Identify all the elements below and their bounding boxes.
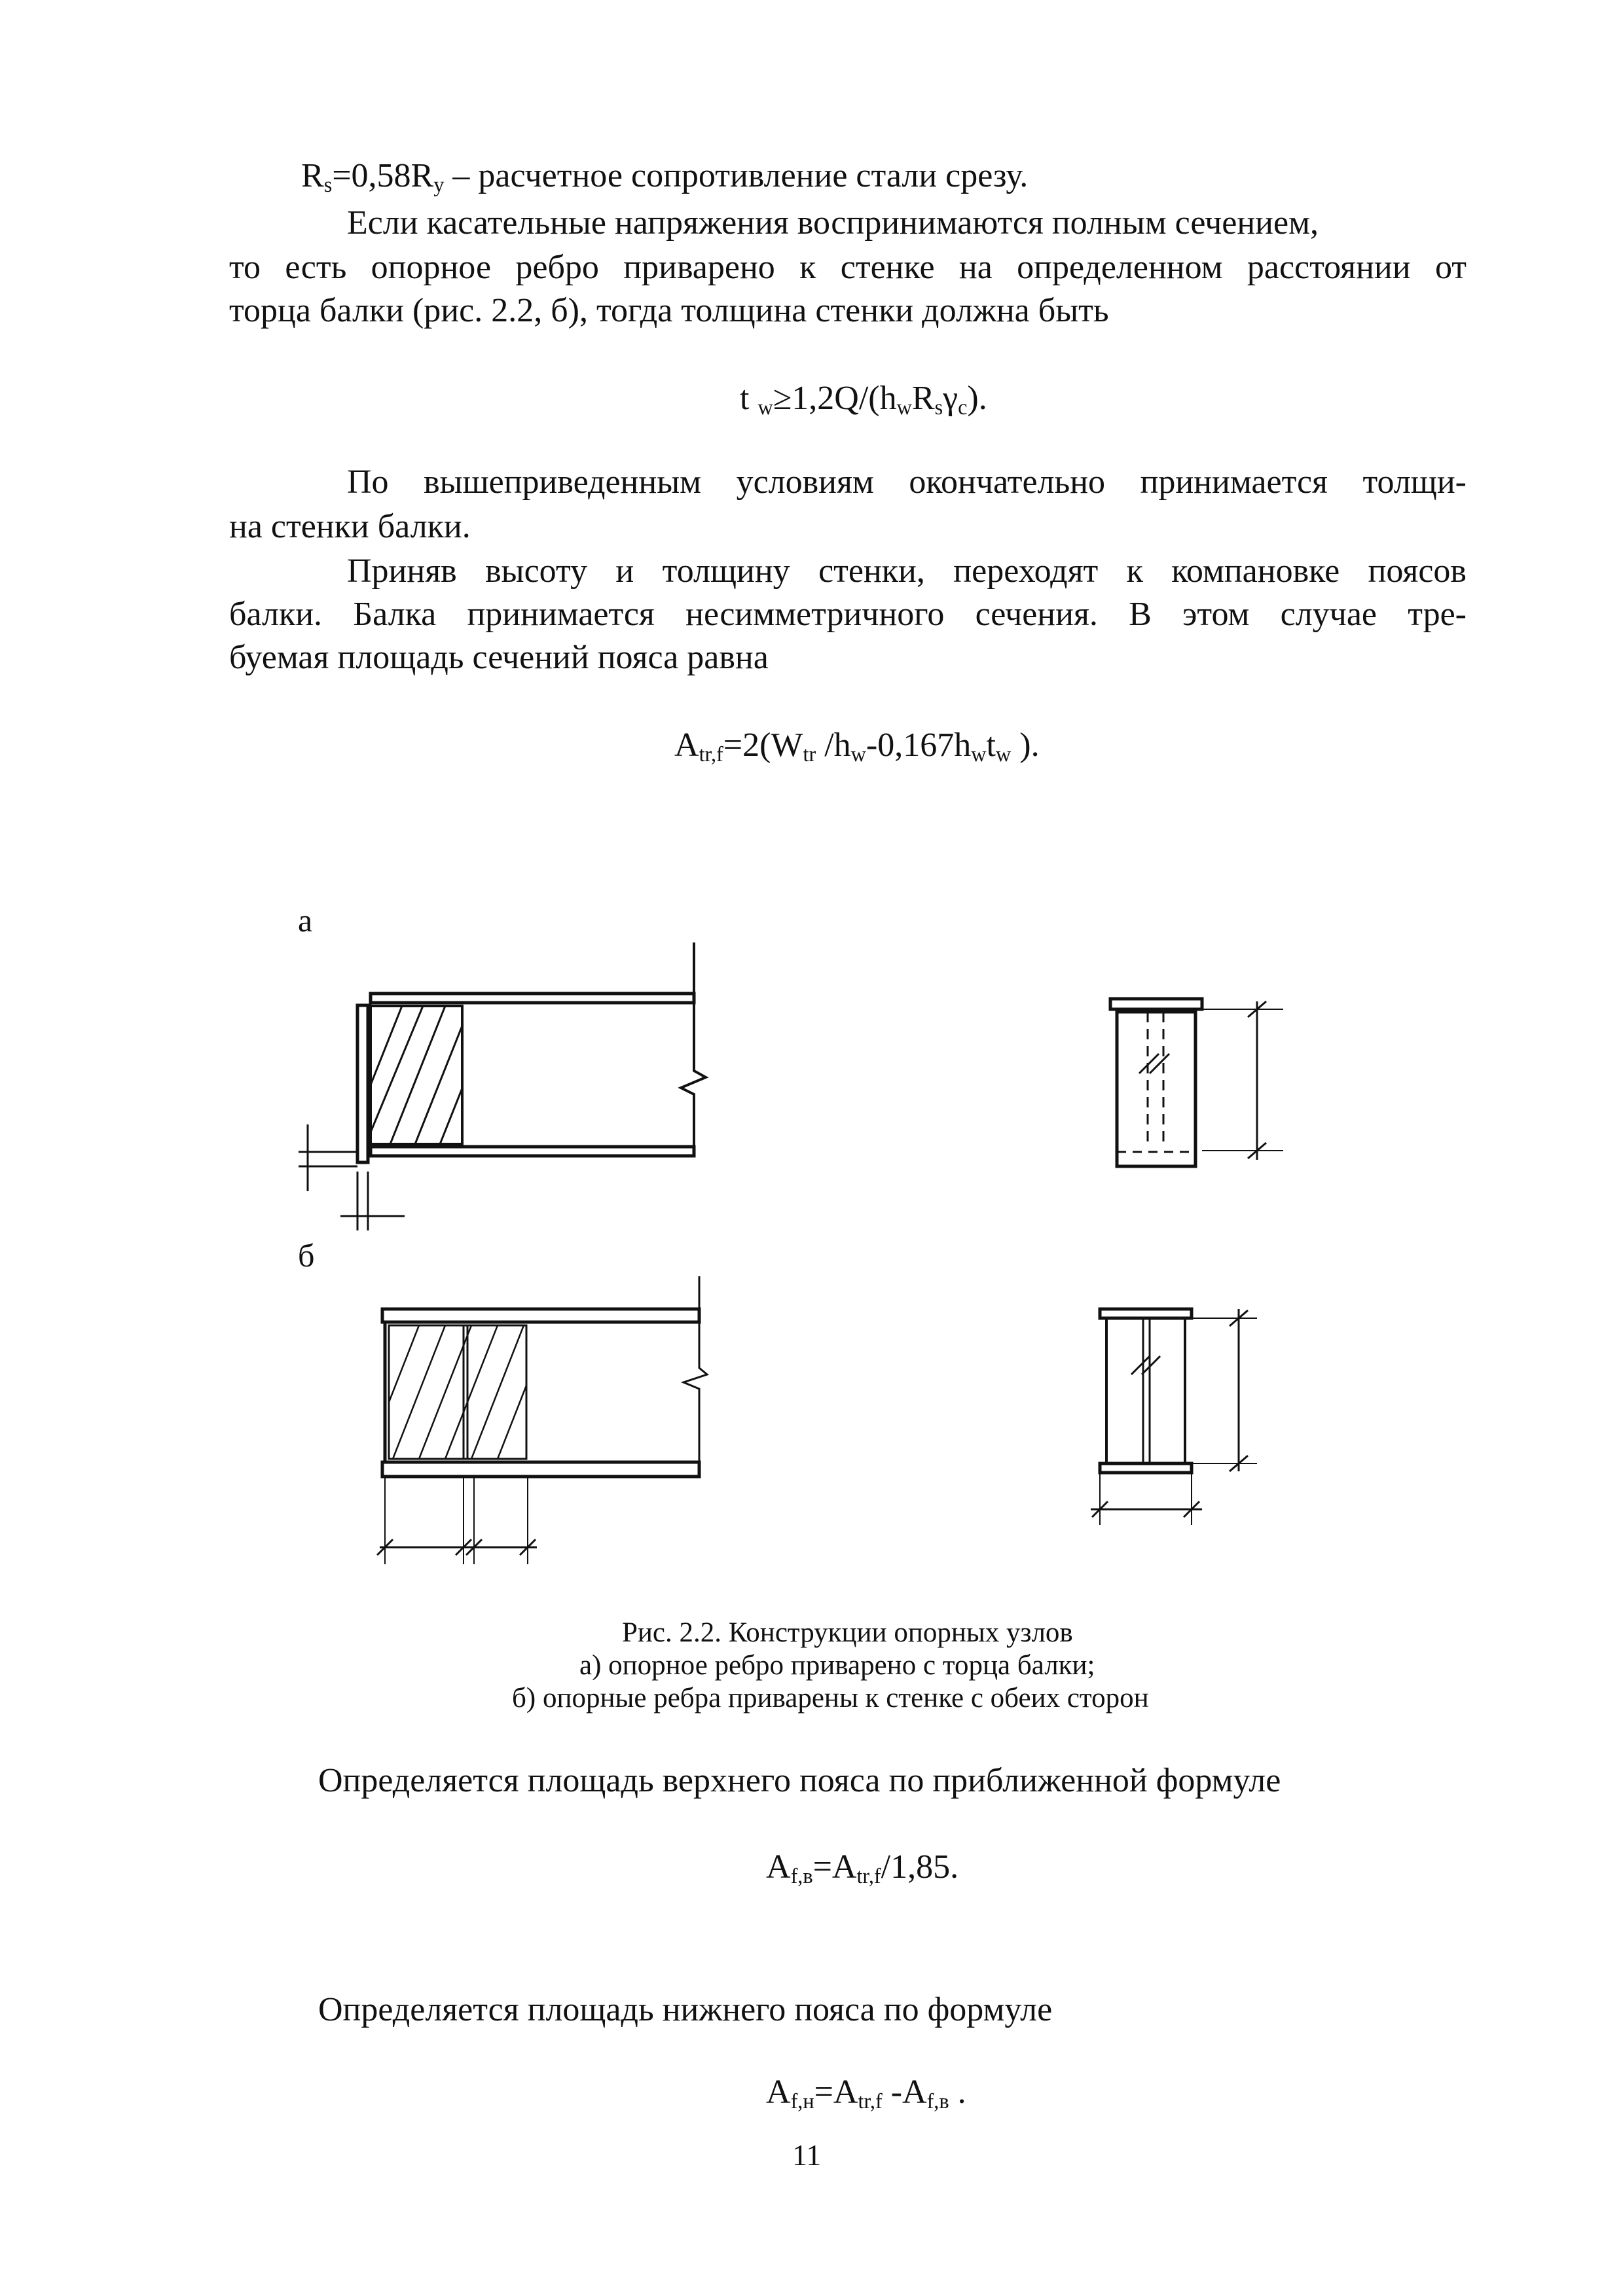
figure-caption-a: а) опорное ребро приварено с торца балки; [579, 1650, 1095, 1681]
paragraph-1-line-3: торца балки (рис. 2.2, б), тогда толщина стенки должна быть [229, 292, 1109, 329]
paragraph-3-line-1: Приняв высоту и толщину стенки, переходят к компановке поясов [347, 552, 1467, 590]
paragraph-3-line-2: балки. Балка принимается несимметричного сечения. В этом случае тре- [229, 596, 1467, 633]
formula-atrf: $A_{tr,f}=2(W_{tr}$ $/h_w-0,167h_wt_w$ ). [674, 726, 1040, 766]
figure-label-a: а [298, 902, 313, 939]
page-number: 11 [792, 2138, 822, 2172]
paragraph-2-line-2: на стенки балки. [229, 508, 471, 545]
rs-definition-text: – расчетное сопротивление стали срезу. [452, 157, 1029, 194]
figure-label-b: б [298, 1237, 315, 1274]
paragraph-2-line-1: По вышеприведенным условиям окончательно принимается толщи- [347, 463, 1467, 501]
fig-a-section-view [1110, 999, 1283, 1166]
figure-caption-b: б) опорные ребра приварены к стенке с обеих сторон [512, 1683, 1149, 1713]
fig-b-side-view [367, 1276, 707, 1564]
rs-formula: $R_s=0,58R_y$ [301, 157, 445, 197]
paragraph-1-line-1: Если касательные напряжения воспринимаются полным сечением, [347, 204, 1319, 242]
fig-a-side-view [299, 942, 706, 1230]
formula-tw: t $_w\ge 1,2Q/(h_wR_s\gamma_c)$. [740, 380, 987, 420]
paragraph-5: Определяется площадь нижнего пояса по формуле [318, 1991, 1053, 2028]
fig-b-section-view [1091, 1309, 1257, 1525]
formula-afv: $A_{f,в}=A_{tr,f}/1,85$. [766, 1848, 959, 1888]
figure-caption-title: Рис. 2.2. Конструкции опорных узлов [622, 1617, 1073, 1648]
paragraph-3-line-3: буемая площадь сечений пояса равна [229, 639, 769, 676]
paragraph-1-line-2: то есть опорное ребро приварено к стенке на определенном расстоянии от [229, 249, 1467, 286]
paragraph-4: Определяется площадь верхнего пояса по приближенной формуле [318, 1762, 1281, 1799]
formula-afn: $A_{f,н}=A_{tr,f}$ $-A_{f,в}$ . [766, 2073, 966, 2113]
